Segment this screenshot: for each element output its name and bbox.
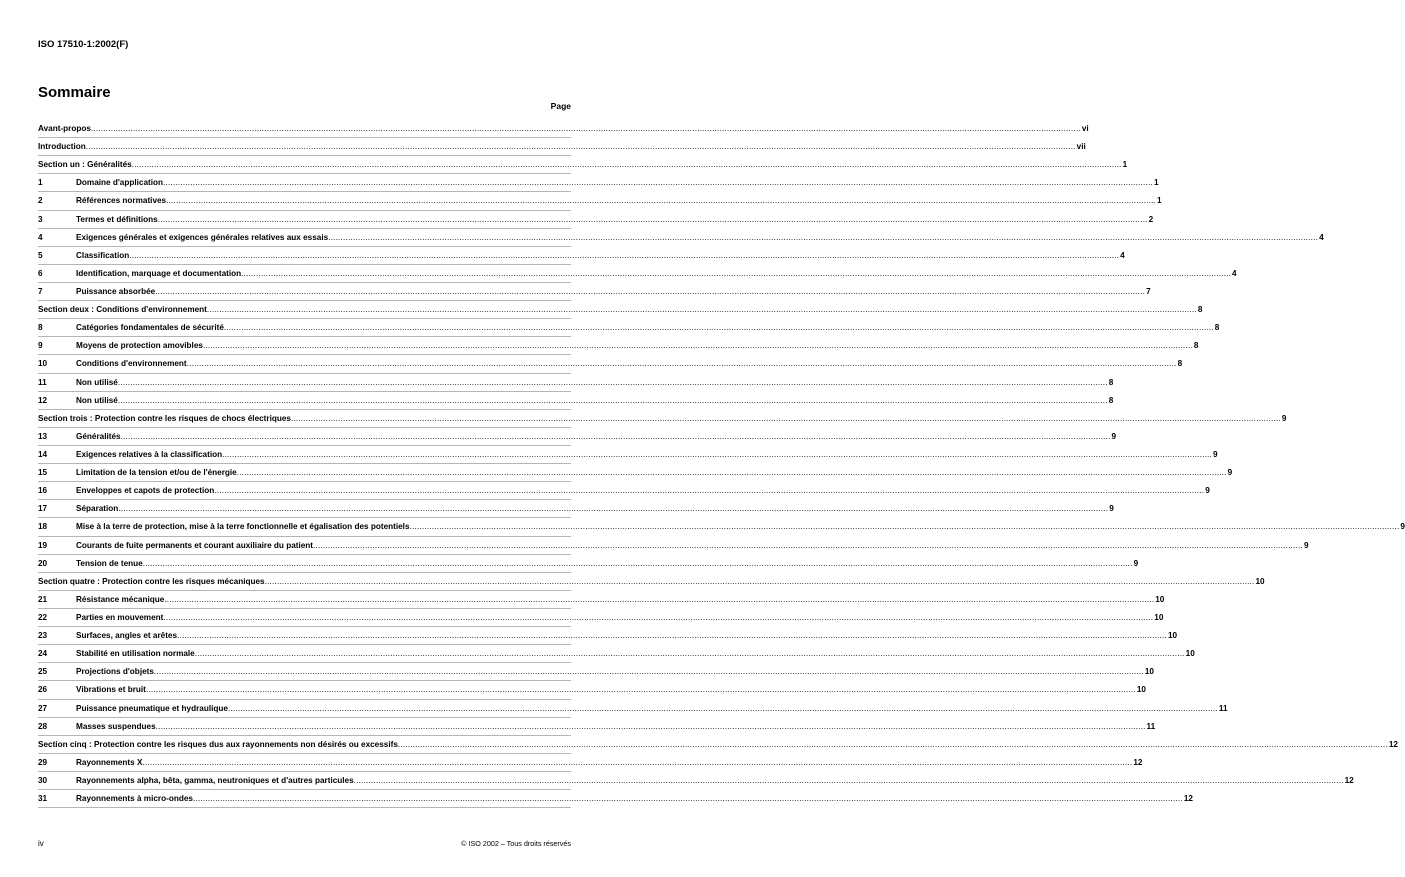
toc-entry-label: Stabilité en utilisation normale: [76, 649, 195, 659]
toc-entry-label: Section un : Généralités: [38, 160, 132, 170]
toc-entry-number: 16: [38, 486, 48, 496]
toc-entry-number: 31: [38, 794, 48, 804]
toc-entry-number: 14: [38, 450, 48, 460]
toc-entry-page: 4: [1120, 250, 1125, 260]
toc-entry-number: 21: [38, 594, 48, 604]
toc-entry-label: Avant-propos: [38, 124, 91, 134]
table-of-contents: [38, 120, 1405, 808]
toc-entry[interactable]: [38, 790, 1193, 808]
toc-entry[interactable]: [38, 736, 1398, 754]
toc-entry-page: 11: [1146, 721, 1156, 731]
dot-leader: ................................................................................................................................................................................................................................................................................................................................................................................................................: [177, 631, 1167, 641]
toc-entry[interactable]: [38, 211, 1154, 229]
toc-entry-number: 4: [38, 232, 43, 242]
toc-entry-label: Rayonnements X: [76, 757, 143, 767]
toc-entry-page: 8: [1193, 341, 1199, 351]
toc-entry-page: 8: [1108, 377, 1114, 387]
dot-leader: ................................................................................................................................................................................................................................................................................................................................................................................................................: [142, 757, 1133, 767]
toc-entry-label: Puissance absorbée: [76, 287, 156, 297]
toc-entry-label: Limitation de la tension et/ou de l'énergie: [76, 468, 237, 478]
toc-entry-page: 12: [1344, 775, 1354, 785]
dot-leader: ................................................................................................................................................................................................................................................................................................................................................................................................................: [202, 341, 1193, 351]
toc-entry-page: 4: [1232, 268, 1237, 278]
toc-entry[interactable]: [38, 700, 1228, 718]
toc-entry-label: Références normatives: [76, 196, 167, 206]
dot-leader: ................................................................................................................................................................................................................................................................................................................................................................................................................: [90, 124, 1081, 134]
dot-leader: ................................................................................................................................................................................................................................................................................................................................................................................................................: [194, 649, 1185, 659]
page-column-label: Page: [550, 101, 571, 111]
dot-leader: ................................................................................................................................................................................................................................................................................................................................................................................................................: [155, 721, 1146, 731]
toc-entry-page: 12: [1133, 757, 1143, 767]
dot-leader: ................................................................................................................................................................................................................................................................................................................................................................................................................: [163, 178, 1153, 188]
dot-leader: ................................................................................................................................................................................................................................................................................................................................................................................................................: [290, 413, 1281, 423]
toc-entry[interactable]: [38, 319, 1220, 337]
dot-leader: ................................................................................................................................................................................................................................................................................................................................................................................................................: [166, 196, 1157, 206]
toc-entry-label: Masses suspendues: [76, 721, 156, 731]
toc-entry[interactable]: [38, 138, 1086, 156]
toc-entry-page: 10: [1154, 613, 1164, 622]
toc-entry[interactable]: [38, 229, 1324, 247]
toc-entry-label: Non utilisé: [76, 395, 118, 405]
toc-entry-page: 8: [1214, 323, 1220, 333]
toc-entry[interactable]: [38, 355, 1183, 373]
toc-entry-page: 9: [1213, 450, 1218, 460]
toc-entry-page: 1: [1153, 178, 1159, 188]
dot-leader: ................................................................................................................................................................................................................................................................................................................................................................................................................: [313, 540, 1303, 550]
toc-entry[interactable]: [38, 464, 1233, 482]
toc-entry-label: Surfaces, angles et arêtes: [76, 631, 178, 641]
dot-leader: ................................................................................................................................................................................................................................................................................................................................................................................................................: [214, 486, 1205, 496]
dot-leader: ................................................................................................................................................................................................................................................................................................................................................................................................................: [186, 359, 1177, 369]
toc-entry-label: Exigences générales et exigences générales relatives aux essais: [76, 232, 329, 242]
toc-entry-page: 9: [1281, 413, 1287, 423]
dot-leader: ................................................................................................................................................................................................................................................................................................................................................................................................................: [117, 395, 1108, 405]
toc-entry[interactable]: [38, 174, 1159, 192]
dot-leader: ................................................................................................................................................................................................................................................................................................................................................................................................................: [85, 142, 1076, 152]
dot-leader: ................................................................................................................................................................................................................................................................................................................................................................................................................: [153, 667, 1144, 677]
toc-entry-label: Vibrations et bruit: [76, 685, 146, 695]
toc-entry-page: vii: [1076, 142, 1086, 152]
toc-entry-number: 28: [38, 721, 48, 731]
dot-leader: ................................................................................................................................................................................................................................................................................................................................................................................................................: [236, 468, 1227, 478]
toc-entry-page: 8: [1177, 359, 1183, 369]
toc-entry-number: 22: [38, 613, 48, 622]
dot-leader: ................................................................................................................................................................................................................................................................................................................................................................................................................: [157, 214, 1148, 224]
toc-entry-number: 17: [38, 504, 48, 514]
toc-entry-label: Enveloppes et capots de protection: [76, 486, 215, 496]
toc-entry[interactable]: [38, 718, 1156, 736]
toc-entry-label: Rayonnements alpha, bêta, gamma, neutroniques et d'autres particules: [76, 775, 354, 785]
toc-entry[interactable]: [38, 555, 1139, 573]
dot-leader: ................................................................................................................................................................................................................................................................................................................................................................................................................: [409, 522, 1400, 532]
dot-leader: ................................................................................................................................................................................................................................................................................................................................................................................................................: [227, 703, 1218, 713]
dot-leader: ................................................................................................................................................................................................................................................................................................................................................................................................................: [397, 739, 1388, 749]
toc-entry-label: Domaine d'application: [76, 178, 164, 188]
dot-leader: ................................................................................................................................................................................................................................................................................................................................................................................................................: [131, 160, 1122, 170]
dot-leader: ................................................................................................................................................................................................................................................................................................................................................................................................................: [164, 594, 1155, 604]
toc-entry-page: vi: [1081, 124, 1089, 134]
toc-entry[interactable]: [38, 627, 1178, 645]
toc-entry-page: 9: [1133, 558, 1139, 568]
toc-entry-page: 10: [1155, 594, 1165, 604]
toc-entry[interactable]: [38, 591, 1165, 609]
toc-entry-page: 1: [1157, 196, 1162, 206]
toc-entry-label: Généralités: [76, 431, 121, 441]
toc-entry-label: Puissance pneumatique et hydraulique: [76, 703, 228, 713]
toc-entry[interactable]: [38, 772, 1354, 790]
footer-copyright: © ISO 2002 – Tous droits réservés: [461, 839, 571, 848]
dot-leader: ................................................................................................................................................................................................................................................................................................................................................................................................................: [241, 268, 1232, 278]
toc-entry[interactable]: [38, 663, 1154, 681]
toc-entry[interactable]: [38, 573, 1265, 591]
dot-leader: ................................................................................................................................................................................................................................................................................................................................................................................................................: [206, 305, 1197, 315]
toc-entry-number: 18: [38, 522, 48, 532]
dot-leader: ................................................................................................................................................................................................................................................................................................................................................................................................................: [192, 794, 1183, 804]
toc-entry-label: Projections d'objets: [76, 667, 154, 677]
toc-entry-label: Tension de tenue: [76, 558, 143, 568]
toc-entry-number: 3: [38, 214, 43, 224]
toc-entry-page: 11: [1218, 703, 1228, 713]
dot-leader: ................................................................................................................................................................................................................................................................................................................................................................................................................: [118, 504, 1109, 514]
toc-entry-number: 29: [38, 757, 48, 767]
toc-entry-label: Rayonnements à micro-ondes: [76, 794, 193, 804]
toc-entry-label: Section trois : Protection contre les risques de chocs électriques: [38, 413, 291, 423]
dot-leader: ................................................................................................................................................................................................................................................................................................................................................................................................................: [142, 558, 1133, 568]
dot-leader: ................................................................................................................................................................................................................................................................................................................................................................................................................: [223, 323, 1214, 333]
toc-entry[interactable]: [38, 247, 1125, 265]
toc-entry-number: 26: [38, 685, 48, 695]
dot-leader: ................................................................................................................................................................................................................................................................................................................................................................................................................: [117, 377, 1108, 387]
dot-leader: ................................................................................................................................................................................................................................................................................................................................................................................................................: [353, 775, 1344, 785]
toc-entry-number: 5: [38, 250, 43, 260]
toc-entry-label: Introduction: [38, 142, 86, 152]
toc-entry-page: 1: [1122, 160, 1128, 170]
toc-entry-label: Résistance mécanique: [76, 594, 165, 604]
toc-entry-number: 8: [38, 323, 43, 333]
page-title: Sommaire: [38, 84, 111, 101]
toc-entry-number: 30: [38, 775, 48, 785]
toc-entry-number: 27: [38, 703, 48, 713]
toc-entry[interactable]: [38, 645, 1195, 663]
toc-entry-page: 10: [1136, 685, 1146, 695]
toc-entry-page: 8: [1108, 395, 1114, 405]
toc-entry-label: Non utilisé: [76, 377, 118, 387]
toc-entry[interactable]: [38, 518, 1405, 536]
document-header: ISO 17510-1:2002(F): [38, 39, 129, 50]
toc-entry-page: 9: [1227, 468, 1233, 478]
dot-leader: ................................................................................................................................................................................................................................................................................................................................................................................................................: [264, 576, 1255, 586]
toc-entry-page: 9: [1205, 486, 1210, 496]
toc-entry[interactable]: [38, 681, 1146, 699]
toc-entry-number: 20: [38, 558, 48, 568]
toc-entry[interactable]: [38, 754, 1143, 772]
toc-entry-label: Termes et définitions: [76, 214, 158, 224]
toc-entry-number: 11: [38, 377, 47, 387]
dot-leader: ................................................................................................................................................................................................................................................................................................................................................................................................................: [120, 431, 1111, 441]
toc-entry[interactable]: [38, 265, 1237, 283]
toc-entry-page: 9: [1109, 504, 1114, 514]
toc-entry[interactable]: [38, 537, 1309, 555]
toc-entry-page: 4: [1319, 232, 1324, 242]
toc-entry[interactable]: [38, 192, 1162, 210]
toc-entry-number: 25: [38, 667, 48, 677]
toc-entry-label: Exigences relatives à la classification: [76, 450, 223, 460]
toc-entry-number: 19: [38, 540, 48, 550]
toc-entry-number: 2: [38, 196, 43, 206]
toc-entry[interactable]: [38, 500, 1114, 518]
toc-entry-label: Classification: [76, 250, 130, 260]
toc-entry[interactable]: [38, 428, 1117, 446]
toc-entry-label: Catégories fondamentales de sécurité: [76, 323, 224, 333]
dot-leader: ................................................................................................................................................................................................................................................................................................................................................................................................................: [145, 685, 1136, 695]
dot-leader: ................................................................................................................................................................................................................................................................................................................................................................................................................: [155, 287, 1146, 297]
toc-entry-label: Conditions d'environnement: [76, 359, 187, 369]
toc-entry-number: 12: [38, 395, 48, 405]
toc-entry[interactable]: [38, 482, 1210, 500]
toc-entry-page: 7: [1146, 287, 1151, 297]
footer-page-number: iv: [38, 839, 44, 848]
toc-entry-page: 9: [1400, 522, 1405, 532]
toc-entry[interactable]: [38, 374, 1114, 392]
toc-entry-label: Moyens de protection amovibles: [76, 341, 203, 351]
dot-leader: ................................................................................................................................................................................................................................................................................................................................................................................................................: [163, 613, 1154, 622]
toc-entry[interactable]: [38, 301, 1203, 319]
toc-entry-label: Mise à la terre de protection, mise à la terre fonctionnelle et égalisation des potentiels: [76, 522, 410, 532]
toc-entry-number: 10: [38, 359, 48, 369]
toc-entry[interactable]: [38, 609, 1164, 627]
dot-leader: ................................................................................................................................................................................................................................................................................................................................................................................................................: [129, 250, 1120, 260]
toc-entry-number: 6: [38, 268, 43, 278]
toc-entry-label: Parties en mouvement: [76, 613, 164, 622]
toc-entry-page: 10: [1255, 576, 1265, 586]
toc-entry[interactable]: [38, 156, 1128, 174]
toc-entry-page: 2: [1148, 214, 1154, 224]
toc-entry-label: Section cinq : Protection contre les risques dus aux rayonnements non désirés ou excessifs: [38, 739, 398, 749]
dot-leader: ................................................................................................................................................................................................................................................................................................................................................................................................................: [328, 232, 1319, 242]
toc-entry-number: 1: [38, 178, 43, 188]
toc-entry[interactable]: [38, 392, 1114, 410]
toc-entry-number: 15: [38, 468, 48, 478]
toc-entry-label: Courants de fuite permanents et courant auxiliaire du patient: [76, 540, 314, 550]
toc-entry[interactable]: [38, 337, 1199, 355]
toc-entry-label: Section deux : Conditions d'environnement: [38, 305, 207, 315]
dot-leader: ................................................................................................................................................................................................................................................................................................................................................................................................................: [222, 450, 1212, 460]
toc-entry-number: 23: [38, 631, 48, 641]
toc-entry-page: 9: [1303, 540, 1309, 550]
toc-entry-page: 12: [1388, 739, 1398, 749]
toc-entry-page: 8: [1197, 305, 1203, 315]
toc-entry-page: 10: [1144, 667, 1154, 677]
toc-entry-label: Séparation: [76, 504, 119, 514]
toc-entry[interactable]: [38, 410, 1287, 428]
toc-entry-page: 9: [1111, 431, 1117, 441]
toc-entry-number: 7: [38, 287, 43, 297]
toc-entry[interactable]: [38, 446, 1218, 464]
toc-entry-number: 13: [38, 431, 48, 441]
toc-entry[interactable]: [38, 120, 1089, 138]
toc-entry-page: 10: [1185, 649, 1195, 659]
toc-entry-number: 24: [38, 649, 48, 659]
toc-entry[interactable]: [38, 283, 1151, 301]
toc-entry-page: 10: [1167, 631, 1178, 641]
toc-entry-number: 9: [38, 341, 43, 351]
toc-entry-label: Identification, marquage et documentation: [76, 268, 242, 278]
toc-entry-page: 12: [1183, 794, 1193, 804]
toc-entry-label: Section quatre : Protection contre les risques mécaniques: [38, 576, 265, 586]
